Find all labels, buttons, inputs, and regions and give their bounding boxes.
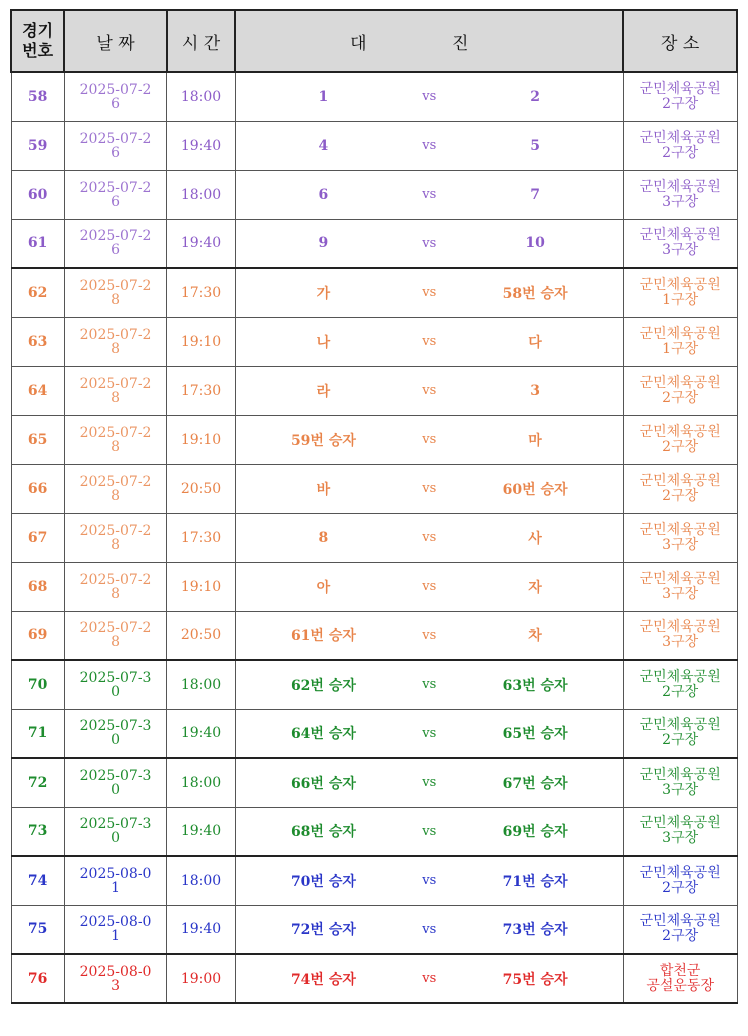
match-date: [64, 513, 167, 562]
match-number: 66: [11, 464, 64, 513]
team-one: 70번 승자: [235, 856, 411, 905]
match-number: 75: [11, 905, 64, 954]
match-date-line2: 0: [111, 732, 121, 749]
venue-line1: 군민체육공원: [639, 80, 721, 97]
match-time: 19:10: [167, 415, 235, 464]
venue-line1: 군민체육공원: [639, 325, 721, 342]
match-time: 20:50: [167, 464, 235, 513]
match-date-line2: 1: [111, 928, 121, 945]
vs-label: vs: [411, 219, 447, 268]
match-date: [64, 660, 167, 709]
match-venue: [623, 415, 737, 464]
vs-label: vs: [411, 464, 447, 513]
team-two: 58번 승자: [447, 268, 623, 317]
match-venue: [623, 709, 737, 758]
header-time: 시 간: [167, 10, 235, 72]
venue-line2: 2구장: [662, 389, 699, 406]
venue-line2: 3구장: [662, 585, 699, 602]
match-number: 76: [11, 954, 64, 1003]
venue-line1: 군민체육공원: [639, 766, 721, 783]
venue-line2: 3구장: [662, 830, 699, 847]
vs-label: vs: [411, 905, 447, 954]
match-time: 20:50: [167, 611, 235, 660]
team-one: 바: [235, 464, 411, 513]
vs-label: vs: [411, 807, 447, 856]
match-time: 17:30: [167, 513, 235, 562]
team-two: 3: [447, 366, 623, 415]
vs-label: vs: [411, 562, 447, 611]
match-date: [64, 562, 167, 611]
team-two: 67번 승자: [447, 758, 623, 807]
venue-line2: 2구장: [662, 879, 699, 896]
match-time: 19:00: [167, 954, 235, 1003]
match-time: 18:00: [167, 758, 235, 807]
match-date-line1: 2025-07-2: [79, 522, 152, 539]
match-schedule-table: [10, 9, 738, 1004]
table-header: [11, 10, 737, 72]
table-row: [11, 660, 737, 709]
venue-line2: 2구장: [662, 438, 699, 455]
match-number: 67: [11, 513, 64, 562]
match-venue: [623, 562, 737, 611]
match-time: 17:30: [167, 366, 235, 415]
team-two: 75번 승자: [447, 954, 623, 1003]
team-one: 61번 승자: [235, 611, 411, 660]
team-one: 74번 승자: [235, 954, 411, 1003]
team-two: 다: [447, 317, 623, 366]
venue-line2: 2구장: [662, 144, 699, 161]
match-venue: [623, 72, 737, 121]
match-number: 74: [11, 856, 64, 905]
vs-label: vs: [411, 121, 447, 170]
team-one: 나: [235, 317, 411, 366]
match-date-line1: 2025-07-2: [79, 277, 152, 294]
match-date-line2: 8: [111, 291, 121, 308]
match-date-line1: 2025-07-2: [79, 571, 152, 588]
team-two: 71번 승자: [447, 856, 623, 905]
table-row: [11, 513, 737, 562]
table-row: [11, 905, 737, 954]
match-date-line1: 2025-07-3: [79, 718, 152, 735]
table-row: [11, 268, 737, 317]
venue-line2: 3구장: [662, 193, 699, 210]
match-date-line2: 1: [111, 879, 121, 896]
team-two: 69번 승자: [447, 807, 623, 856]
match-date-line1: 2025-07-3: [79, 816, 152, 833]
venue-line1: 군민체육공원: [639, 619, 721, 636]
match-date: [64, 415, 167, 464]
vs-label: vs: [411, 954, 447, 1003]
match-date: [64, 268, 167, 317]
match-date: [64, 905, 167, 954]
vs-label: vs: [411, 317, 447, 366]
match-date-line1: 2025-07-2: [79, 424, 152, 441]
match-time: 18:00: [167, 660, 235, 709]
match-time: 19:10: [167, 317, 235, 366]
match-number: 58: [11, 72, 64, 121]
header-venue: 장 소: [623, 10, 737, 72]
venue-line1: 군민체육공원: [639, 472, 721, 489]
vs-label: vs: [411, 268, 447, 317]
venue-line1: 군민체육공원: [639, 570, 721, 587]
match-date: [64, 170, 167, 219]
vs-label: vs: [411, 758, 447, 807]
match-date-line2: 8: [111, 487, 121, 504]
header-date: 날 짜: [64, 10, 167, 72]
vs-label: vs: [411, 366, 447, 415]
venue-line1: 군민체육공원: [639, 668, 721, 685]
table-row: [11, 366, 737, 415]
match-date-line1: 2025-07-2: [79, 81, 152, 98]
match-venue: [623, 121, 737, 170]
match-date-line2: 8: [111, 438, 121, 455]
team-two: 7: [447, 170, 623, 219]
venue-line2: 1구장: [662, 291, 699, 308]
team-one: 가: [235, 268, 411, 317]
venue-line1: 군민체육공원: [639, 864, 721, 881]
match-venue: [623, 513, 737, 562]
team-two: 2: [447, 72, 623, 121]
table-row: [11, 464, 737, 513]
team-one: 68번 승자: [235, 807, 411, 856]
match-date: [64, 954, 167, 1003]
match-date-line1: 2025-07-2: [79, 179, 152, 196]
venue-line2: 2구장: [662, 683, 699, 700]
match-date-line2: 0: [111, 781, 121, 798]
team-two: 사: [447, 513, 623, 562]
header-matchup-label: 대 진: [350, 33, 509, 54]
match-number: 65: [11, 415, 64, 464]
match-date: [64, 317, 167, 366]
match-date-line1: 2025-07-3: [79, 767, 152, 784]
venue-line2: 2구장: [662, 487, 699, 504]
match-date-line2: 6: [111, 242, 121, 259]
match-time: 19:10: [167, 562, 235, 611]
team-one: 66번 승자: [235, 758, 411, 807]
venue-line1: 군민체육공원: [639, 374, 721, 391]
match-time: 18:00: [167, 856, 235, 905]
match-date-line2: 8: [111, 585, 121, 602]
team-two: 10: [447, 219, 623, 268]
header-matchup: [235, 10, 623, 72]
team-one: 아: [235, 562, 411, 611]
team-one: 9: [235, 219, 411, 268]
match-date-line1: 2025-07-2: [79, 620, 152, 637]
header-match-number-line2: 번호: [22, 41, 54, 60]
match-venue: [623, 464, 737, 513]
table-row: [11, 72, 737, 121]
match-date-line1: 2025-08-0: [79, 865, 152, 882]
venue-line1: 군민체육공원: [639, 129, 721, 146]
venue-line1: 군민체육공원: [639, 913, 721, 930]
match-date: [64, 366, 167, 415]
vs-label: vs: [411, 611, 447, 660]
team-two: 차: [447, 611, 623, 660]
venue-line2: 2구장: [662, 928, 699, 945]
table-row: [11, 317, 737, 366]
venue-line2: 2구장: [662, 732, 699, 749]
match-date-line2: 0: [111, 683, 121, 700]
match-venue: [623, 219, 737, 268]
match-date-line1: 2025-08-0: [79, 963, 152, 980]
match-date-line1: 2025-07-2: [79, 326, 152, 343]
vs-label: vs: [411, 415, 447, 464]
match-date-line2: 6: [111, 193, 121, 210]
table-row: [11, 121, 737, 170]
team-two: 60번 승자: [447, 464, 623, 513]
venue-line1: 군민체육공원: [639, 423, 721, 440]
match-date-line1: 2025-07-2: [79, 375, 152, 392]
match-venue: [623, 856, 737, 905]
vs-label: vs: [411, 709, 447, 758]
match-date: [64, 758, 167, 807]
match-date-line2: 3: [111, 977, 121, 994]
table-body: [11, 72, 737, 1003]
match-venue: [623, 317, 737, 366]
venue-line1: 군민체육공원: [639, 815, 721, 832]
team-one: 라: [235, 366, 411, 415]
match-date: [64, 121, 167, 170]
match-venue: [623, 758, 737, 807]
table-row: [11, 758, 737, 807]
match-date-line2: 0: [111, 830, 121, 847]
venue-line2: 1구장: [662, 340, 699, 357]
venue-line2: 3구장: [662, 781, 699, 798]
match-date-line2: 8: [111, 536, 121, 553]
match-date-line1: 2025-07-3: [79, 669, 152, 686]
venue-line2: 3구장: [662, 634, 699, 651]
venue-line2: 3구장: [662, 242, 699, 259]
match-number: 69: [11, 611, 64, 660]
match-date-line1: 2025-07-2: [79, 473, 152, 490]
vs-label: vs: [411, 513, 447, 562]
team-one: 72번 승자: [235, 905, 411, 954]
match-time: 19:40: [167, 807, 235, 856]
match-number: 60: [11, 170, 64, 219]
match-date: [64, 611, 167, 660]
team-one: 4: [235, 121, 411, 170]
table-row: [11, 415, 737, 464]
table-row: [11, 856, 737, 905]
match-number: 59: [11, 121, 64, 170]
match-date: [64, 219, 167, 268]
match-date: [64, 807, 167, 856]
venue-line1: 군민체육공원: [639, 521, 721, 538]
venue-line2: 2구장: [662, 95, 699, 112]
team-one: 1: [235, 72, 411, 121]
match-number: 71: [11, 709, 64, 758]
match-date-line2: 6: [111, 144, 121, 161]
team-one: 64번 승자: [235, 709, 411, 758]
venue-line2: 3구장: [662, 536, 699, 553]
header-match-number-line1: 경기: [22, 21, 54, 40]
match-venue: [623, 954, 737, 1003]
venue-line1: 합천군: [659, 962, 701, 979]
team-two: 마: [447, 415, 623, 464]
match-number: 70: [11, 660, 64, 709]
match-number: 73: [11, 807, 64, 856]
vs-label: vs: [411, 72, 447, 121]
match-number: 68: [11, 562, 64, 611]
table-row: [11, 219, 737, 268]
team-two: 자: [447, 562, 623, 611]
match-date: [64, 709, 167, 758]
match-time: 19:40: [167, 219, 235, 268]
match-number: 62: [11, 268, 64, 317]
match-time: 17:30: [167, 268, 235, 317]
team-two: 5: [447, 121, 623, 170]
match-venue: [623, 611, 737, 660]
match-time: 19:40: [167, 905, 235, 954]
venue-line1: 군민체육공원: [639, 178, 721, 195]
table-row: [11, 611, 737, 660]
table-row: [11, 709, 737, 758]
match-number: 61: [11, 219, 64, 268]
venue-line1: 군민체육공원: [639, 227, 721, 244]
team-one: 8: [235, 513, 411, 562]
team-two: 73번 승자: [447, 905, 623, 954]
match-time: 18:00: [167, 170, 235, 219]
table-row: [11, 562, 737, 611]
match-venue: [623, 366, 737, 415]
match-venue: [623, 170, 737, 219]
match-date-line1: 2025-07-2: [79, 228, 152, 245]
match-time: 18:00: [167, 72, 235, 121]
match-date-line1: 2025-07-2: [79, 130, 152, 147]
match-venue: [623, 905, 737, 954]
match-venue: [623, 807, 737, 856]
venue-line1: 군민체육공원: [639, 276, 721, 293]
match-date-line2: 6: [111, 95, 121, 112]
match-date-line2: 8: [111, 389, 121, 406]
match-venue: [623, 268, 737, 317]
team-one: 62번 승자: [235, 660, 411, 709]
table-row: [11, 954, 737, 1003]
team-one: 59번 승자: [235, 415, 411, 464]
table-row: [11, 170, 737, 219]
vs-label: vs: [411, 660, 447, 709]
match-date: [64, 464, 167, 513]
match-date-line1: 2025-08-0: [79, 914, 152, 931]
vs-label: vs: [411, 170, 447, 219]
match-date-line2: 8: [111, 634, 121, 651]
team-two: 63번 승자: [447, 660, 623, 709]
venue-line1: 군민체육공원: [639, 717, 721, 734]
vs-label: vs: [411, 856, 447, 905]
match-date-line2: 8: [111, 340, 121, 357]
match-date: [64, 72, 167, 121]
header-match-number: [11, 10, 64, 72]
table-row: [11, 807, 737, 856]
match-number: 63: [11, 317, 64, 366]
team-one: 6: [235, 170, 411, 219]
venue-line2: 공설운동장: [646, 977, 714, 994]
match-number: 64: [11, 366, 64, 415]
team-two: 65번 승자: [447, 709, 623, 758]
match-time: 19:40: [167, 121, 235, 170]
match-number: 72: [11, 758, 64, 807]
match-time: 19:40: [167, 709, 235, 758]
match-venue: [623, 660, 737, 709]
match-date: [64, 856, 167, 905]
